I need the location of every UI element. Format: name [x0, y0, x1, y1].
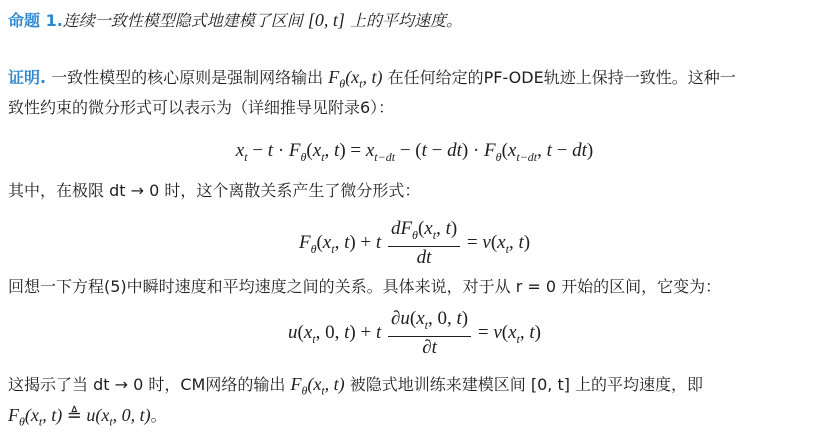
theorem-line [8, 9, 462, 32]
theorem-label: 命题 1. [8, 11, 63, 30]
proof-text-6-tail: 。 [150, 406, 167, 425]
theorem-text-b: 上的平均速度。 [344, 11, 462, 30]
inline-math-F-theta: $F_\theta(x_t$, t) [328, 67, 383, 91]
proof-text-1b: 在任何给定的PF-ODE轨迹上保持一致性。这种一 [382, 68, 736, 87]
equation-mean-velocity-relation: $u(x_t$, 0, t) + t $\frac{\partial u(x_t, 0, t)}{\partial t}$ = $v(x_t$, t) [288, 308, 541, 358]
proof-text-1a: 一致性模型的核心原则是强制网络输出 [46, 68, 329, 87]
proof-text-5a: 这揭示了当 dt → 0 时，CM网络的输出 [8, 375, 291, 394]
proof-line-6 [8, 404, 167, 433]
theorem-interval: [0, t] [307, 10, 345, 30]
proof-line-4 [8, 276, 721, 298]
proof-line-1 [8, 66, 736, 95]
proof-label: 证明. [8, 68, 47, 87]
equation-discrete-consistency: $x_t - t \cdot F_\theta(x_t$, $t) = x_{t-dt} - (t - dt) \cdot F_\theta(x_{t-dt}$, t − dt) [235, 140, 594, 164]
proof-text-5b: 被隐式地训练来建模区间 [0, t] 上的平均速度，即 [344, 375, 704, 394]
proof-line-2 [8, 97, 394, 119]
proof-text-2: 致性约束的微分形式可以表示为（详细推导见附录6）： [8, 98, 395, 117]
equation-differential-form: $F_\theta(x_t$, t) + t $\frac{dF_\theta(x_t, t)}{dt}$ = $v(x_t$, t) [298, 218, 531, 268]
proof-line-3 [8, 180, 420, 202]
inline-math-conclusion: $F_\theta(x_t$, t) ≜ $u(x_t$, 0, t) [8, 405, 151, 429]
proof-text-3: 其中，在极限 dt → 0 时，这个离散关系产生了微分形式： [8, 181, 421, 200]
inline-math-F-theta-2: $F_\theta(x_t$, t) [290, 374, 345, 398]
proof-text-4: 回想一下方程(5)中瞬时速度和平均速度之间的关系。具体来说，对于从 r = 0 开始的区间，它变为： [8, 277, 722, 296]
proof-line-5 [8, 373, 703, 402]
theorem-text-a: 连续一致性模型隐式地建模了区间 [62, 11, 308, 30]
